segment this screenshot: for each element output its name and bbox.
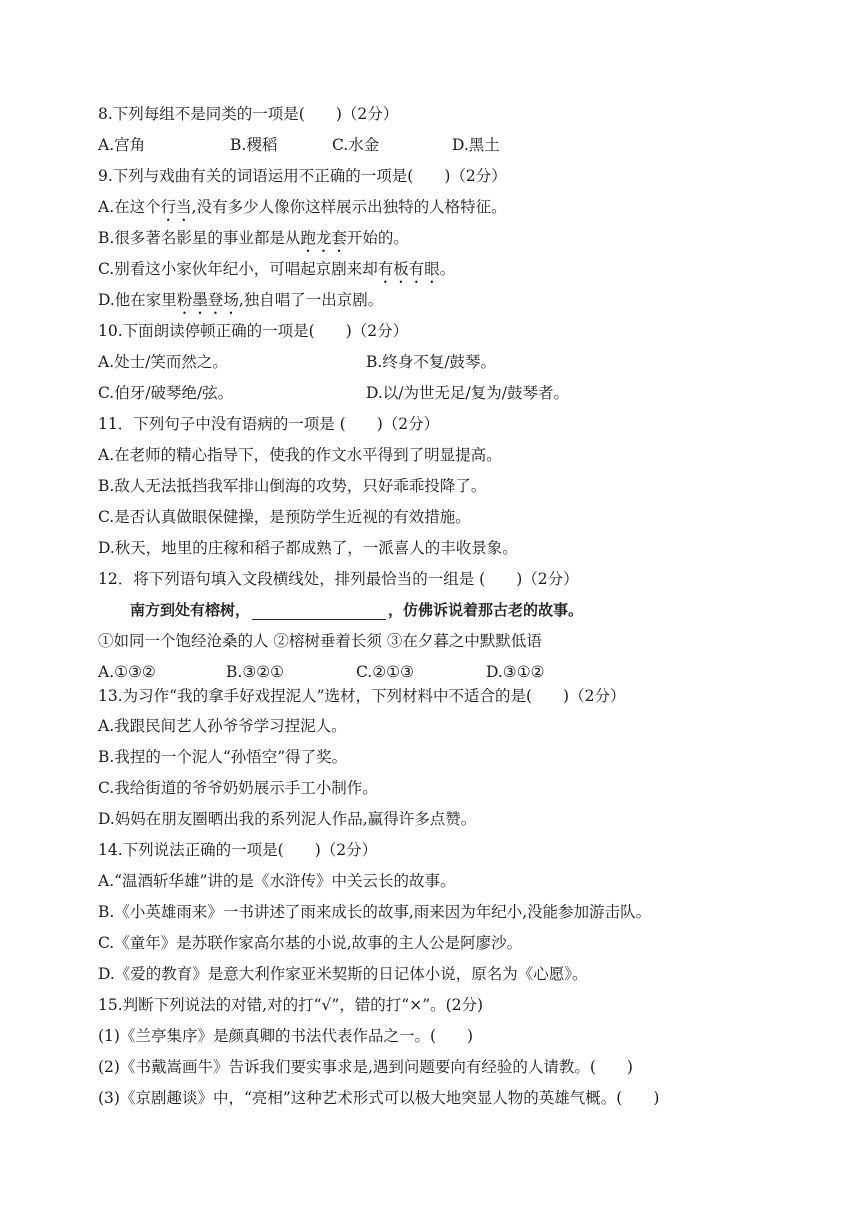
q11-option-c: C.是否认真做眼保健操，是预防学生近视的有效措施。 xyxy=(98,508,471,526)
q13-option-c: C.我给街道的爷爷奶奶展示手工小制作。 xyxy=(98,779,378,797)
q10-option-a: A.处士/笑而然之。 xyxy=(98,353,228,371)
q13-option-b: B.我捏的一个泥人“孙悟空”得了奖。 xyxy=(98,748,348,766)
q12-stem: 12．将下列语句填入文段横线处，排列最恰当的一组是 ( )（2分） xyxy=(98,570,579,588)
q14-option-d: D.《爱的教育》是意大利作家亚米契斯的日记体小说，原名为《心愿》。 xyxy=(98,965,588,983)
q13-option-a: A.我跟民间艺人孙爷爷学习捏泥人。 xyxy=(98,717,347,735)
q12-option-c: C.②①③ xyxy=(356,663,414,681)
q8-option-a: A.宫角 xyxy=(98,136,146,154)
q12-sentence-items: ①如同一个饱经沧桑的人 ②榕树垂着长须 ③在夕暮之中默默低语 xyxy=(98,632,542,650)
q9-stem: 9.下列与戏曲有关的词语运用不正确的一项是( )（2分） xyxy=(98,167,507,185)
q15-item-1: (1)《兰亭集序》是颜真卿的书法代表作品之一。( ) xyxy=(98,1027,474,1045)
q15-item-3: (3)《京剧趣谈》中，“亮相”这种艺术形式可以极大地突显人物的英雄气概。( ) xyxy=(98,1089,660,1107)
q8-option-c: C.水金 xyxy=(332,136,380,154)
q9-b-text-pre: B.很多著名影星的事业都是从 xyxy=(98,229,301,247)
q14-option-a: A.“温酒斩华雄”讲的是《水浒传》中关云长的故事。 xyxy=(98,872,456,890)
q10-option-c: C.伯牙/破琴绝/弦。 xyxy=(98,384,234,402)
q12-passage-post: ，仿佛诉说着那古老的故事。 xyxy=(388,601,584,619)
q12-blank-line xyxy=(252,605,386,620)
q9-c-text-pre: C.别看这小家伙年纪小，可唱起京剧来却 xyxy=(98,260,378,278)
q8-option-d: D.黑土 xyxy=(452,136,500,154)
q11-stem: 11．下列句子中没有语病的一项是 ( )（2分） xyxy=(98,415,440,433)
q14-stem: 14.下列说法正确的一项是( )（2分） xyxy=(98,841,378,859)
q9-d-text-pre: D.他在家里 xyxy=(98,291,177,309)
q9-option-b xyxy=(98,228,409,256)
q12-option-b: B.③②① xyxy=(226,663,285,681)
q12-option-d: D.③①② xyxy=(486,663,545,681)
q13-option-d: D.妈妈在朋友圈晒出我的系列泥人作品,赢得许多点赞。 xyxy=(98,810,477,828)
q14-option-c: C.《童年》是苏联作家高尔基的小说,故事的主人公是阿廖沙。 xyxy=(98,934,523,952)
q13-stem: 13.为习作“我的拿手好戏捏泥人”选材，下列材料中不适合的是( )（2分） xyxy=(98,687,626,705)
q10-stem: 10.下面朗读停顿正确的一项是( )（2分） xyxy=(98,322,409,340)
q12-passage xyxy=(130,600,583,620)
q9-a-text-pre: A.在这个 xyxy=(98,198,161,216)
q9-option-d xyxy=(98,290,383,318)
q11-option-a: A.在老师的精心指导下，使我的作文水平得到了明显提高。 xyxy=(98,446,502,464)
q9-c-text-post: 。 xyxy=(439,260,456,278)
q10-option-d: D.以/为世无足/复为/鼓琴者。 xyxy=(366,384,569,402)
q9-b-keyword: 跑龙套 xyxy=(300,229,347,247)
q9-d-text-post: ,独自唱了一出京剧。 xyxy=(238,291,384,309)
q10-option-b: B.终身不复/鼓琴。 xyxy=(366,353,497,371)
q11-option-d: D.秋天，地里的庄稼和稻子都成熟了，一派喜人的丰收景象。 xyxy=(98,539,518,557)
q9-d-keyword: 粉墨登场 xyxy=(176,291,239,309)
q9-a-text-post: ,没有多少人像你这样展示出独特的人格特征。 xyxy=(191,198,507,216)
q12-passage-pre: 南方到处有榕树， xyxy=(130,601,251,619)
q15-stem: 15.判断下列说法的对错,对的打“√”，错的打“×”。(2分) xyxy=(98,996,484,1014)
q8-stem: 8.下列每组不是同类的一项是( )（2分） xyxy=(98,105,399,123)
q9-a-keyword: 行当 xyxy=(160,198,192,216)
q11-option-b: B.敌人无法抵挡我军排山倒海的攻势，只好乖乖投降了。 xyxy=(98,477,487,495)
q9-option-a xyxy=(98,197,507,225)
q8-option-b: B.稷稻 xyxy=(230,136,278,154)
q14-option-b: B.《小英雄雨来》一书讲述了雨来成长的故事,雨来因为年纪小,没能参加游击队。 xyxy=(98,903,652,921)
q9-option-c xyxy=(98,259,455,287)
q9-b-text-post: 开始的。 xyxy=(346,229,409,247)
q9-c-keyword: 有板有眼 xyxy=(377,260,440,278)
q12-option-a: A.①③② xyxy=(98,663,156,681)
q15-item-2: (2)《书戴嵩画牛》告诉我们要实事求是,遇到问题要向有经验的人请教。( ) xyxy=(98,1058,633,1076)
